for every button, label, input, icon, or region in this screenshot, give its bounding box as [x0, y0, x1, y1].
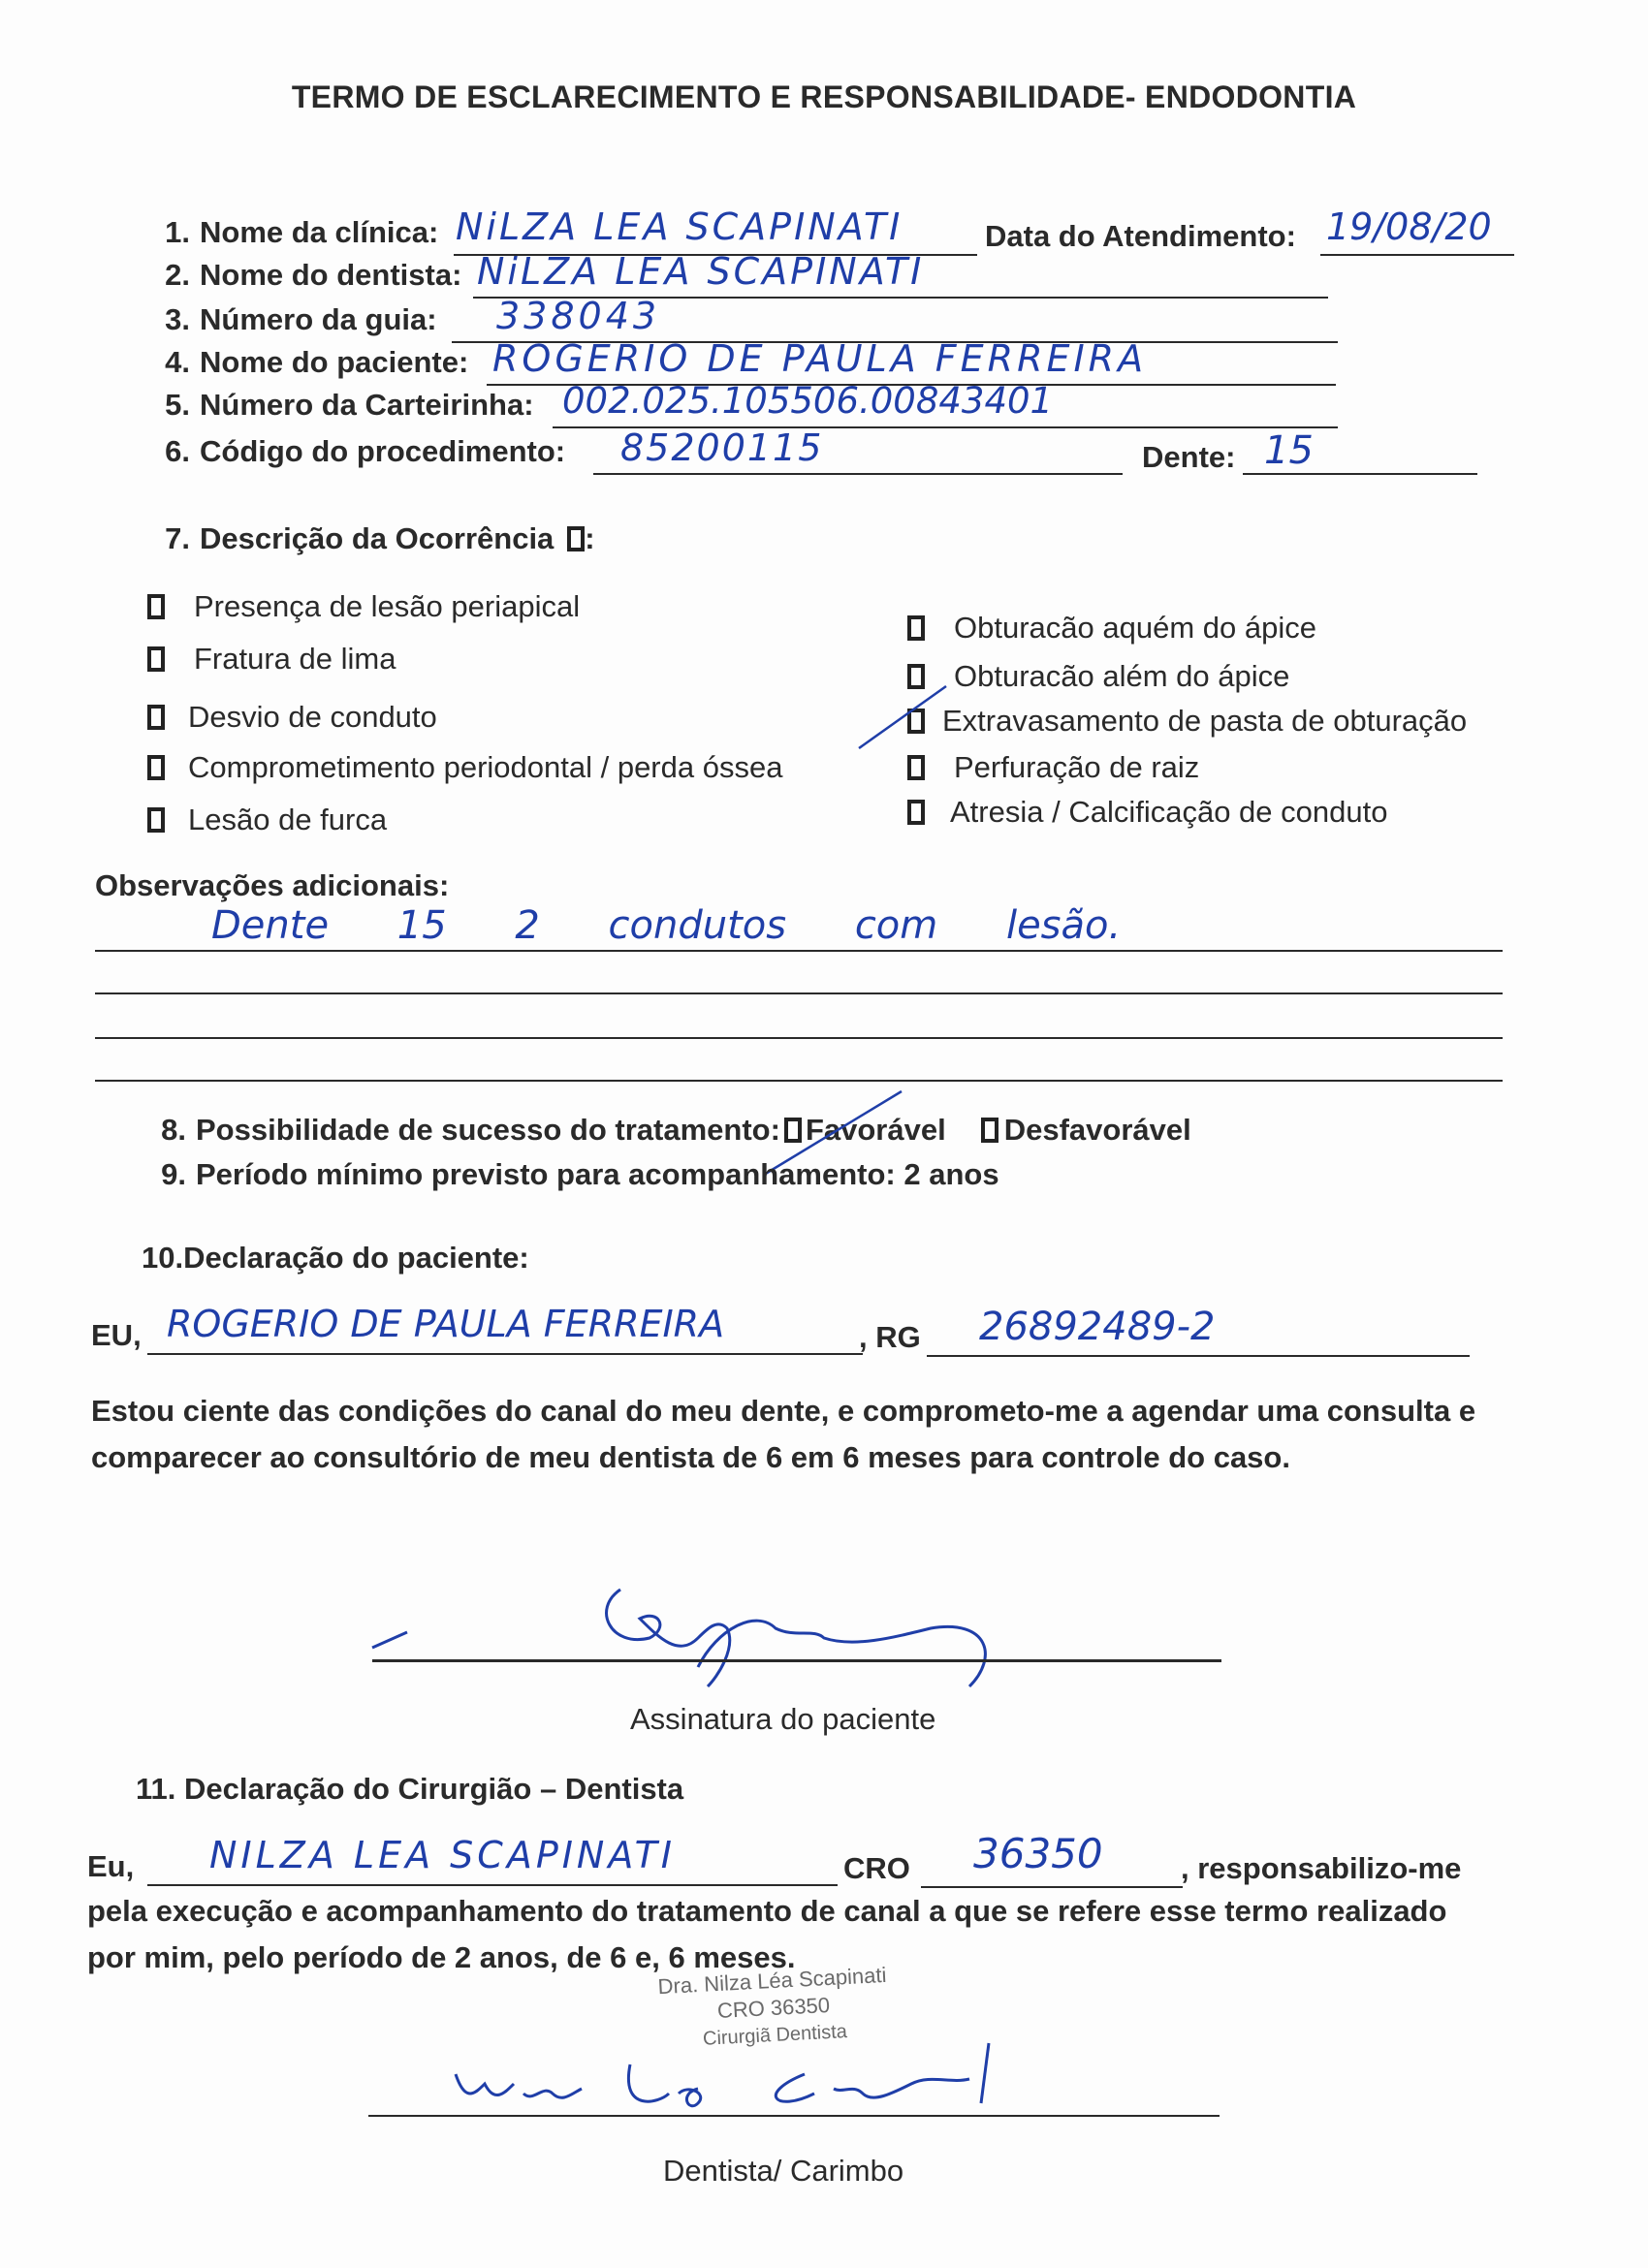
observations-line-1 [95, 950, 1503, 952]
field-date-value[interactable]: 19/08/20 [1326, 205, 1492, 248]
patient-signature-caption: Assinatura do paciente [630, 1702, 936, 1736]
field-date-label: Data do Atendimento: [985, 219, 1296, 253]
patient-declaration-text: Estou ciente das condições do canal do meu dente, e comprometo-me a agendar uma consulta e comparecer ao consultório de meu dentista de 6 em 6 meses para controle do caso. [91, 1394, 1476, 1474]
checkbox[interactable] [147, 594, 165, 619]
option-periodontal[interactable]: Comprometimento periodontal / perda óssea [147, 750, 782, 785]
patient-signature-line [372, 1659, 1221, 1662]
field-card-label: 5. Número da Carteirinha: [165, 388, 534, 422]
dentist-signature[interactable] [368, 2035, 1047, 2161]
dentist-signature-line [368, 2115, 1220, 2117]
field-guide-label: 3. Número da guia: [165, 302, 437, 336]
checkbox[interactable] [147, 646, 165, 672]
checkbox[interactable] [907, 800, 925, 825]
patient-rg-line [927, 1355, 1470, 1357]
option-root-perforation[interactable]: Perfuração de raiz [907, 750, 1199, 785]
field-procedure-label: 6. Código do procedimento: [165, 434, 566, 468]
checkbox[interactable] [147, 755, 165, 780]
field-procedure-value[interactable]: 85200115 [620, 426, 824, 469]
unfavorable-label: Desfavorável [1003, 1113, 1191, 1147]
observations-value[interactable]: Dente 15 2 condutos com lesão. [211, 903, 1122, 948]
field-clinic-label: 1. Nome da clínica: [165, 215, 439, 249]
patient-eu-label: EU, [91, 1318, 142, 1352]
field-procedure-line [593, 473, 1123, 475]
patient-rg-value[interactable]: 26892489-2 [979, 1305, 1216, 1349]
observations-line-3 [95, 1037, 1503, 1039]
observations-line-2 [95, 992, 1503, 994]
option-furcation-lesion[interactable]: Lesão de furca [147, 803, 387, 837]
patient-rg-label: , RG [859, 1320, 921, 1354]
field-dentist-value[interactable]: NiLZA LEA SCAPINATI [477, 250, 925, 293]
option-canal-deviation[interactable]: Desvio de conduto [147, 700, 437, 735]
dentist-responsibility-label: , responsabilizo-me [1181, 1851, 1462, 1885]
patient-signature[interactable] [368, 1570, 1008, 1706]
dentist-name-value[interactable]: NILZA LEA SCAPINATI [209, 1834, 677, 1876]
field-guide-value[interactable]: 338043 [496, 295, 661, 337]
checkbox[interactable] [907, 755, 925, 780]
item10-heading: 10.Declaração do paciente: [142, 1241, 529, 1275]
option-under-filling[interactable]: Obturacão aquém do ápice [907, 611, 1316, 646]
unfavorable-checkbox[interactable] [981, 1118, 998, 1143]
checkbox[interactable] [907, 615, 925, 641]
checkbox[interactable] [147, 807, 165, 833]
option-file-fracture[interactable]: Fratura de lima [147, 642, 396, 677]
item9-period: 9. Período mínimo previsto para acompanhamento: 2 anos [161, 1157, 999, 1191]
dentist-name-line [147, 1884, 838, 1886]
dentist-declaration-text: pela execução e acompanhamento do tratamento de canal a que se refere esse termo realizado por mim, pelo período de 2 anos, de 6 e, 6 meses. [87, 1894, 1447, 1974]
field-tooth-value[interactable]: 15 [1264, 428, 1314, 473]
item8-success: 8. Possibilidade de sucesso do tratamento: Favorável Desfavorável [161, 1113, 1191, 1147]
occurrence-heading-checkbox[interactable] [567, 526, 585, 551]
field-tooth-label: Dente: [1142, 440, 1236, 474]
item11-heading: 11. Declaração do Cirurgião – Dentista [136, 1772, 684, 1806]
field-card-value[interactable]: 002.025.105506.00843401 [562, 380, 1054, 422]
checkmark-stroke [853, 678, 950, 756]
dentist-signature-caption: Dentista/ Carimbo [663, 2154, 904, 2188]
field-patient-label: 4. Nome do paciente: [165, 345, 469, 379]
field-clinic-value[interactable]: NiLZA LEA SCAPINATI [456, 205, 903, 248]
field-patient-value[interactable]: ROGERIO DE PAULA FERREIRA [492, 337, 1148, 380]
checkbox[interactable] [147, 705, 165, 730]
patient-name-line [147, 1353, 863, 1355]
favorable-label: Favorável [805, 1113, 946, 1147]
observations-line-4 [95, 1080, 1503, 1082]
occurrence-heading: 7. Descrição da Ocorrência : [165, 521, 595, 555]
dentist-stamp: Dra. Nilza Léa Scapinati CRO 36350 Cirurgiã Dentista [657, 1962, 888, 2050]
patient-name-value[interactable]: ROGERIO DE PAULA FERREIRA [167, 1303, 725, 1345]
dentist-eu-label: Eu, [87, 1849, 135, 1883]
dentist-cro-value[interactable]: 36350 [973, 1830, 1103, 1877]
option-calcification[interactable]: Atresia / Calcificação de conduto [907, 795, 1387, 830]
option-over-filling[interactable]: Obturacão além do ápice [907, 659, 1289, 694]
document-title: TERMO DE ESCLARECIMENTO E RESPONSABILIDADE- ENDODONTIA [291, 79, 1357, 114]
dentist-cro-label: CRO [843, 1851, 910, 1885]
field-tooth-line [1243, 473, 1477, 475]
field-dentist-label: 2. Nome do dentista: [165, 258, 462, 292]
field-date-line [1320, 254, 1514, 256]
option-paste-extrusion[interactable]: Extravasamento de pasta de obturação [907, 704, 1467, 739]
option-periapical-lesion[interactable]: Presença de lesão periapical [147, 589, 580, 624]
observations-label: Observações adicionais: [95, 868, 450, 902]
